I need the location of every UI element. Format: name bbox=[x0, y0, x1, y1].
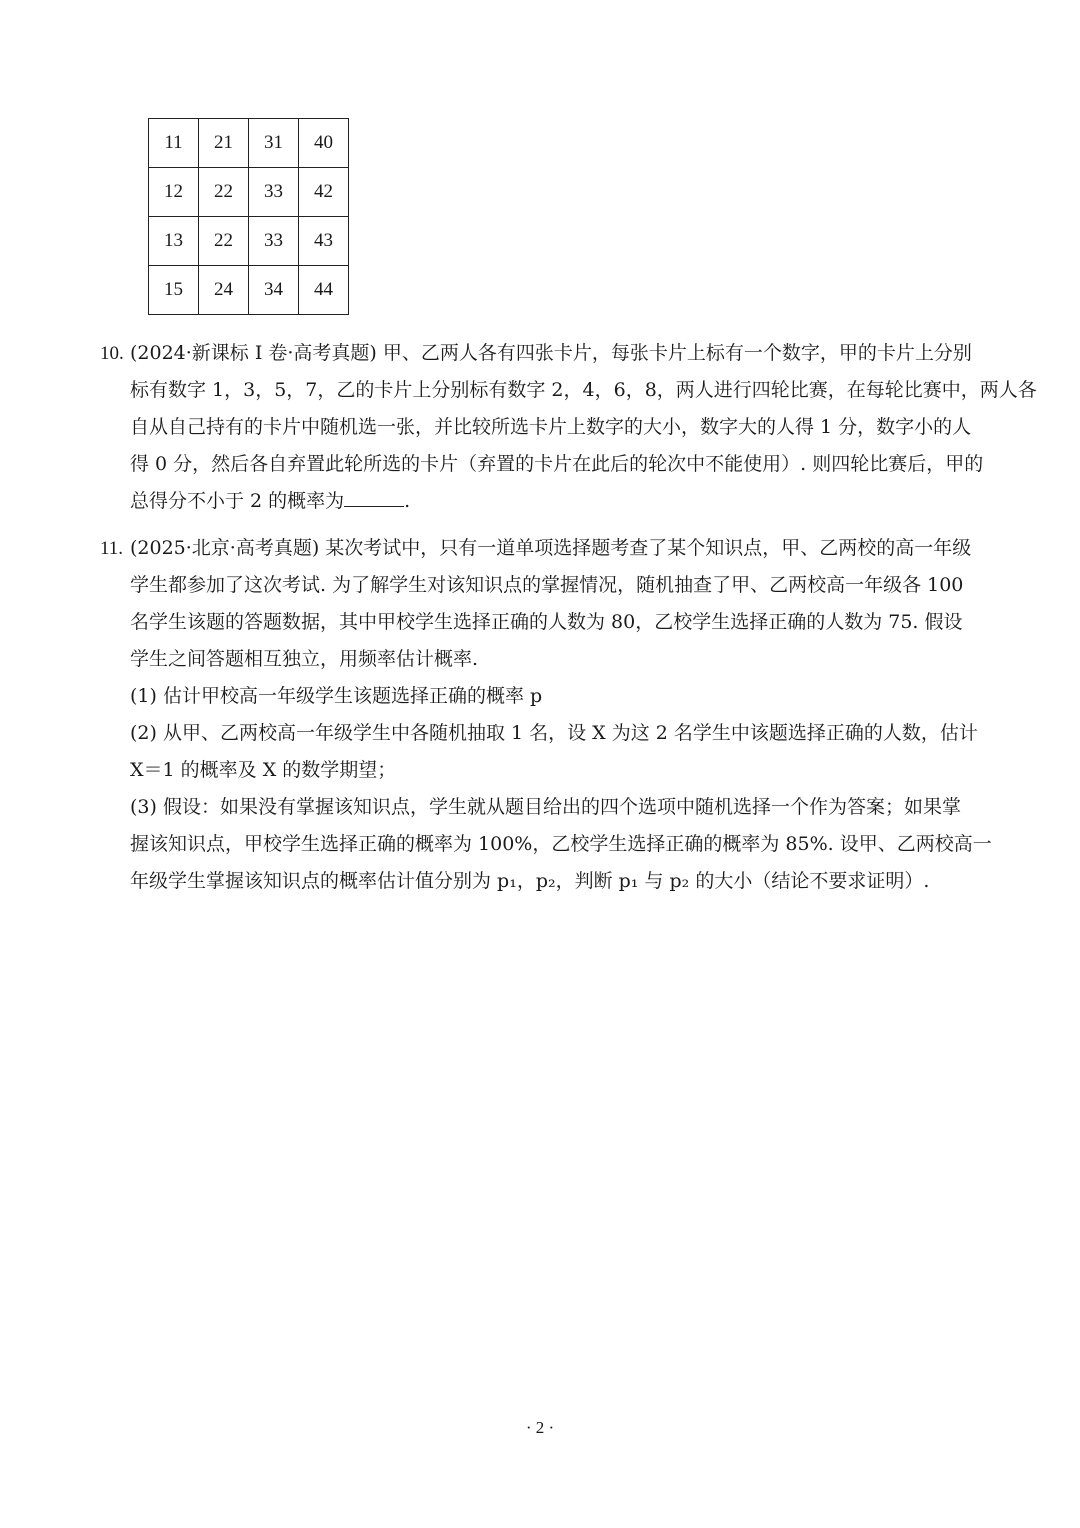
sub-question-1: (1) 估计甲校高一年级学生该题选择正确的概率 p bbox=[130, 685, 543, 707]
grid-cell: 13 bbox=[149, 217, 199, 266]
problem-text: 总得分不小于 2 的概率为 bbox=[130, 490, 345, 512]
page-number: · 2 · bbox=[525, 1418, 555, 1437]
sub-question-3-cont: 握该知识点，甲校学生选择正确的概率为 100%，乙校学生选择正确的概率为 85%. 设甲、乙两校高一 bbox=[130, 833, 992, 855]
grid-cell: 22 bbox=[199, 217, 249, 266]
problem-number: 10. bbox=[100, 343, 124, 364]
problem-11 bbox=[100, 530, 990, 900]
problem-number: 11. bbox=[100, 538, 124, 559]
sub-question-2: (2) 从甲、乙两校高一年级学生中各随机抽取 1 名，设 X 为这 2 名学生中该题选择正确的人数，估计 bbox=[130, 722, 978, 744]
problem-text-line bbox=[130, 483, 990, 520]
sub-question-3: (3) 假设：如果没有掌握该知识点，学生就从题目给出的四个选项中随机选择一个作为答案；如果掌 bbox=[130, 796, 961, 818]
grid-row bbox=[149, 217, 349, 266]
grid-row bbox=[149, 266, 349, 315]
problem-text-line: (2024·新课标 I 卷·高考真题) 甲、乙两人各有四张卡片，每张卡片上标有一个数字，甲的卡片上分别 bbox=[130, 342, 972, 364]
problem-text-line: 名学生该题的答题数据，其中甲校学生选择正确的人数为 80，乙校学生选择正确的人数为 75. 假设 bbox=[130, 611, 963, 633]
grid-cell: 24 bbox=[199, 266, 249, 315]
grid-row bbox=[149, 119, 349, 168]
grid-cell: 33 bbox=[249, 217, 299, 266]
grid-cell: 15 bbox=[149, 266, 199, 315]
problem-text-line: 自从自己持有的卡片中随机选一张，并比较所选卡片上数字的大小，数字大的人得 1 分，数字小的人 bbox=[130, 416, 972, 438]
sub-question-3-cont: 年级学生掌握该知识点的概率估计值分别为 p₁，p₂，判断 p₁ 与 p₂ 的大小（结论不要求证明）. bbox=[130, 870, 930, 892]
grid-cell: 42 bbox=[299, 168, 349, 217]
grid-cell: 31 bbox=[249, 119, 299, 168]
grid-cell: 12 bbox=[149, 168, 199, 217]
grid-cell: 43 bbox=[299, 217, 349, 266]
problem-10 bbox=[100, 335, 1037, 520]
problem-text: . bbox=[404, 490, 411, 512]
grid-cell: 40 bbox=[299, 119, 349, 168]
problem-text-line: (2025·北京·高考真题) 某次考试中，只有一道单项选择题考查了某个知识点，甲、乙两校的高一年级 bbox=[130, 537, 972, 559]
problem-text-line: 得 0 分，然后各自弃置此轮所选的卡片（弃置的卡片在此后的轮次中不能使用）. 则四轮比赛后，甲的 bbox=[130, 453, 984, 475]
sub-question-2-cont: X＝1 的概率及 X 的数学期望； bbox=[130, 759, 397, 781]
grid-cell: 33 bbox=[249, 168, 299, 217]
grid-cell: 34 bbox=[249, 266, 299, 315]
grid-row bbox=[149, 168, 349, 217]
problem-text-line: 标有数字 1，3，5，7，乙的卡片上分别标有数字 2，4，6，8，两人进行四轮比赛，在每轮比赛中，两人各 bbox=[130, 379, 1037, 401]
grid-cell: 44 bbox=[299, 266, 349, 315]
number-grid bbox=[148, 118, 349, 315]
grid-cell: 22 bbox=[199, 168, 249, 217]
problem-text-line: 学生之间答题相互独立，用频率估计概率. bbox=[130, 648, 479, 670]
grid-cell: 21 bbox=[199, 119, 249, 168]
answer-blank[interactable] bbox=[344, 484, 404, 507]
problem-text-line: 学生都参加了这次考试. 为了解学生对该知识点的掌握情况，随机抽查了甲、乙两校高一年级各 100 bbox=[130, 574, 964, 596]
grid-cell: 11 bbox=[149, 119, 199, 168]
